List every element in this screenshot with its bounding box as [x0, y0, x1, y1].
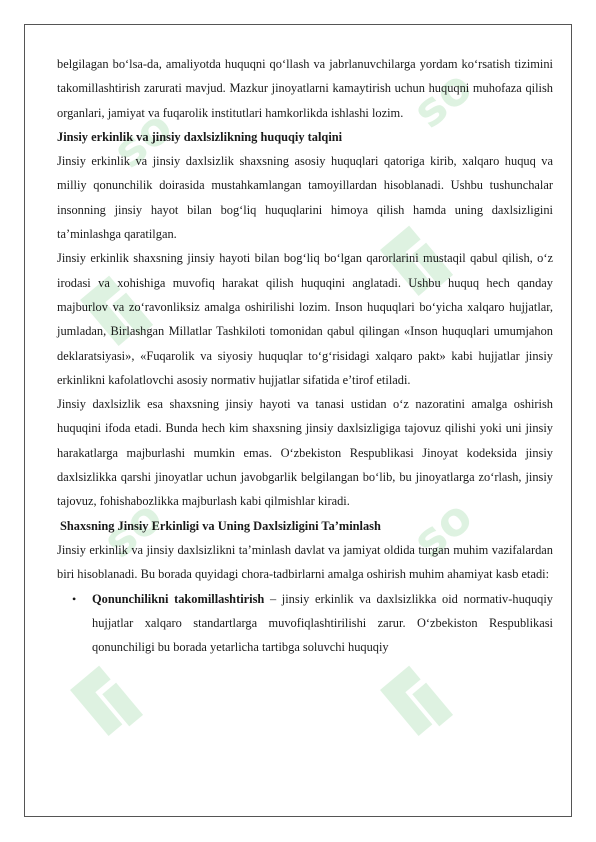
document-body: [57, 52, 553, 659]
section-heading: Shaxsning Jinsiy Erkinligi va Uning Daxlsizligini Ta’minlash: [60, 518, 381, 533]
paragraph: Jinsiy erkinlik shaxsning jinsiy hayoti bilan bog‘liq bo‘lgan qarorlarini mustaqil qabul qilish, o‘z irodasi va xohishiga muvofiq harakat qilish huquqini anglatadi. Ushbu huquq hech qanday majburlov va zo‘ravonliksiz amalga oshirilishi lozim. Inson huquqlari bo‘yicha xalqaro hujjatlar, jumladan, Birlashgan Millatlar Tashkiloti tomonidan qabul qilingan «Inson huquqlari umumjahon deklaratsiyasi», «Fuqarolik va siyosiy huquqlar to‘g‘risidagi xalqaro pakt» kabi hujjatlar jinsiy erkinlikni kafolatlovchi asosiy normativ hujjatlar sifatida e’tirof etiladi.: [57, 251, 553, 387]
section-heading: Jinsiy erkinlik va jinsiy daxlsizlikning huquqiy talqini: [57, 129, 343, 144]
svg-text:so: so: [402, 59, 483, 139]
bullet-list: [57, 587, 553, 660]
svg-text:so: so: [92, 489, 173, 569]
bullet-icon: •: [72, 591, 77, 606]
paragraph: Jinsiy daxlsizlik esa shaxsning jinsiy hayoti va tanasi ustidan o‘z nazoratini amalga oshirish huquqini ifoda etadi. Bunda hech kim shaxsning jinsiy daxlsizligiga tajovuz qilishi yoki uni jinsiy harakatlarga majburlashi mumkin emas. O‘zbekiston Respublikasi Jinoyat kodeksida jinsiy daxlsizlikka qarshi jinoyatlar uchun javobgarlik belgilangan bo‘lib, bu jinoyatlarga zo‘rlash, jinsiy tajovuz, fohishabozlikka majburlash kabi qilmishlar kiradi.: [57, 397, 553, 509]
list-item: [72, 587, 553, 660]
list-item-title: Qonunchilikni takomillashtirish: [92, 591, 265, 606]
svg-text:so: so: [102, 99, 183, 179]
list-item-text: – jinsiy erkinlik va daxlsizlikka oid normativ-huquqiy hujjatlar xalqaro standartlarga muvofiqlashtirilishi zarur. O‘zbekiston Respublikasi qonunchiligi bu borada yetarlicha tartibga soluvchi huquqiy: [92, 591, 553, 655]
svg-text:so: so: [402, 489, 483, 569]
paragraph: Jinsiy erkinlik va jinsiy daxlsizlik shaxsning asosiy huquqlari qatoriga kirib, xalqaro huquq va milliy qonunchilik doirasida mustahkamlangan tamoyillardan hisoblanadi. Ushbu tushunchalar insonning jinsiy hayot bilan bog‘liq huquqlarini himoya qilish hamda uning daxlsizligini ta’minlashga qaratilgan.: [57, 154, 553, 242]
paragraph: Jinsiy erkinlik va jinsiy daxlsizlikni ta’minlash davlat va jamiyat oldida turgan muhim vazifalardan biri hisoblanadi. Bu borada quyidagi chora-tadbirlarni amalga oshirish muhim ahamiyat kasb etadi:: [57, 542, 553, 582]
paragraph: belgilagan bo‘lsa-da, amaliyotda huquqni qo‘llash va jabrlanuvchilarga yordam ko‘rsatish tizimini takomillashtirish zarurati mavjud. Mazkur jinoyatlarni kamaytirish uchun huquqni muhofaza qilish organlari, jamiyat va fuqarolik institutlari hamkorlikda ishlashi lozim.: [57, 57, 553, 120]
